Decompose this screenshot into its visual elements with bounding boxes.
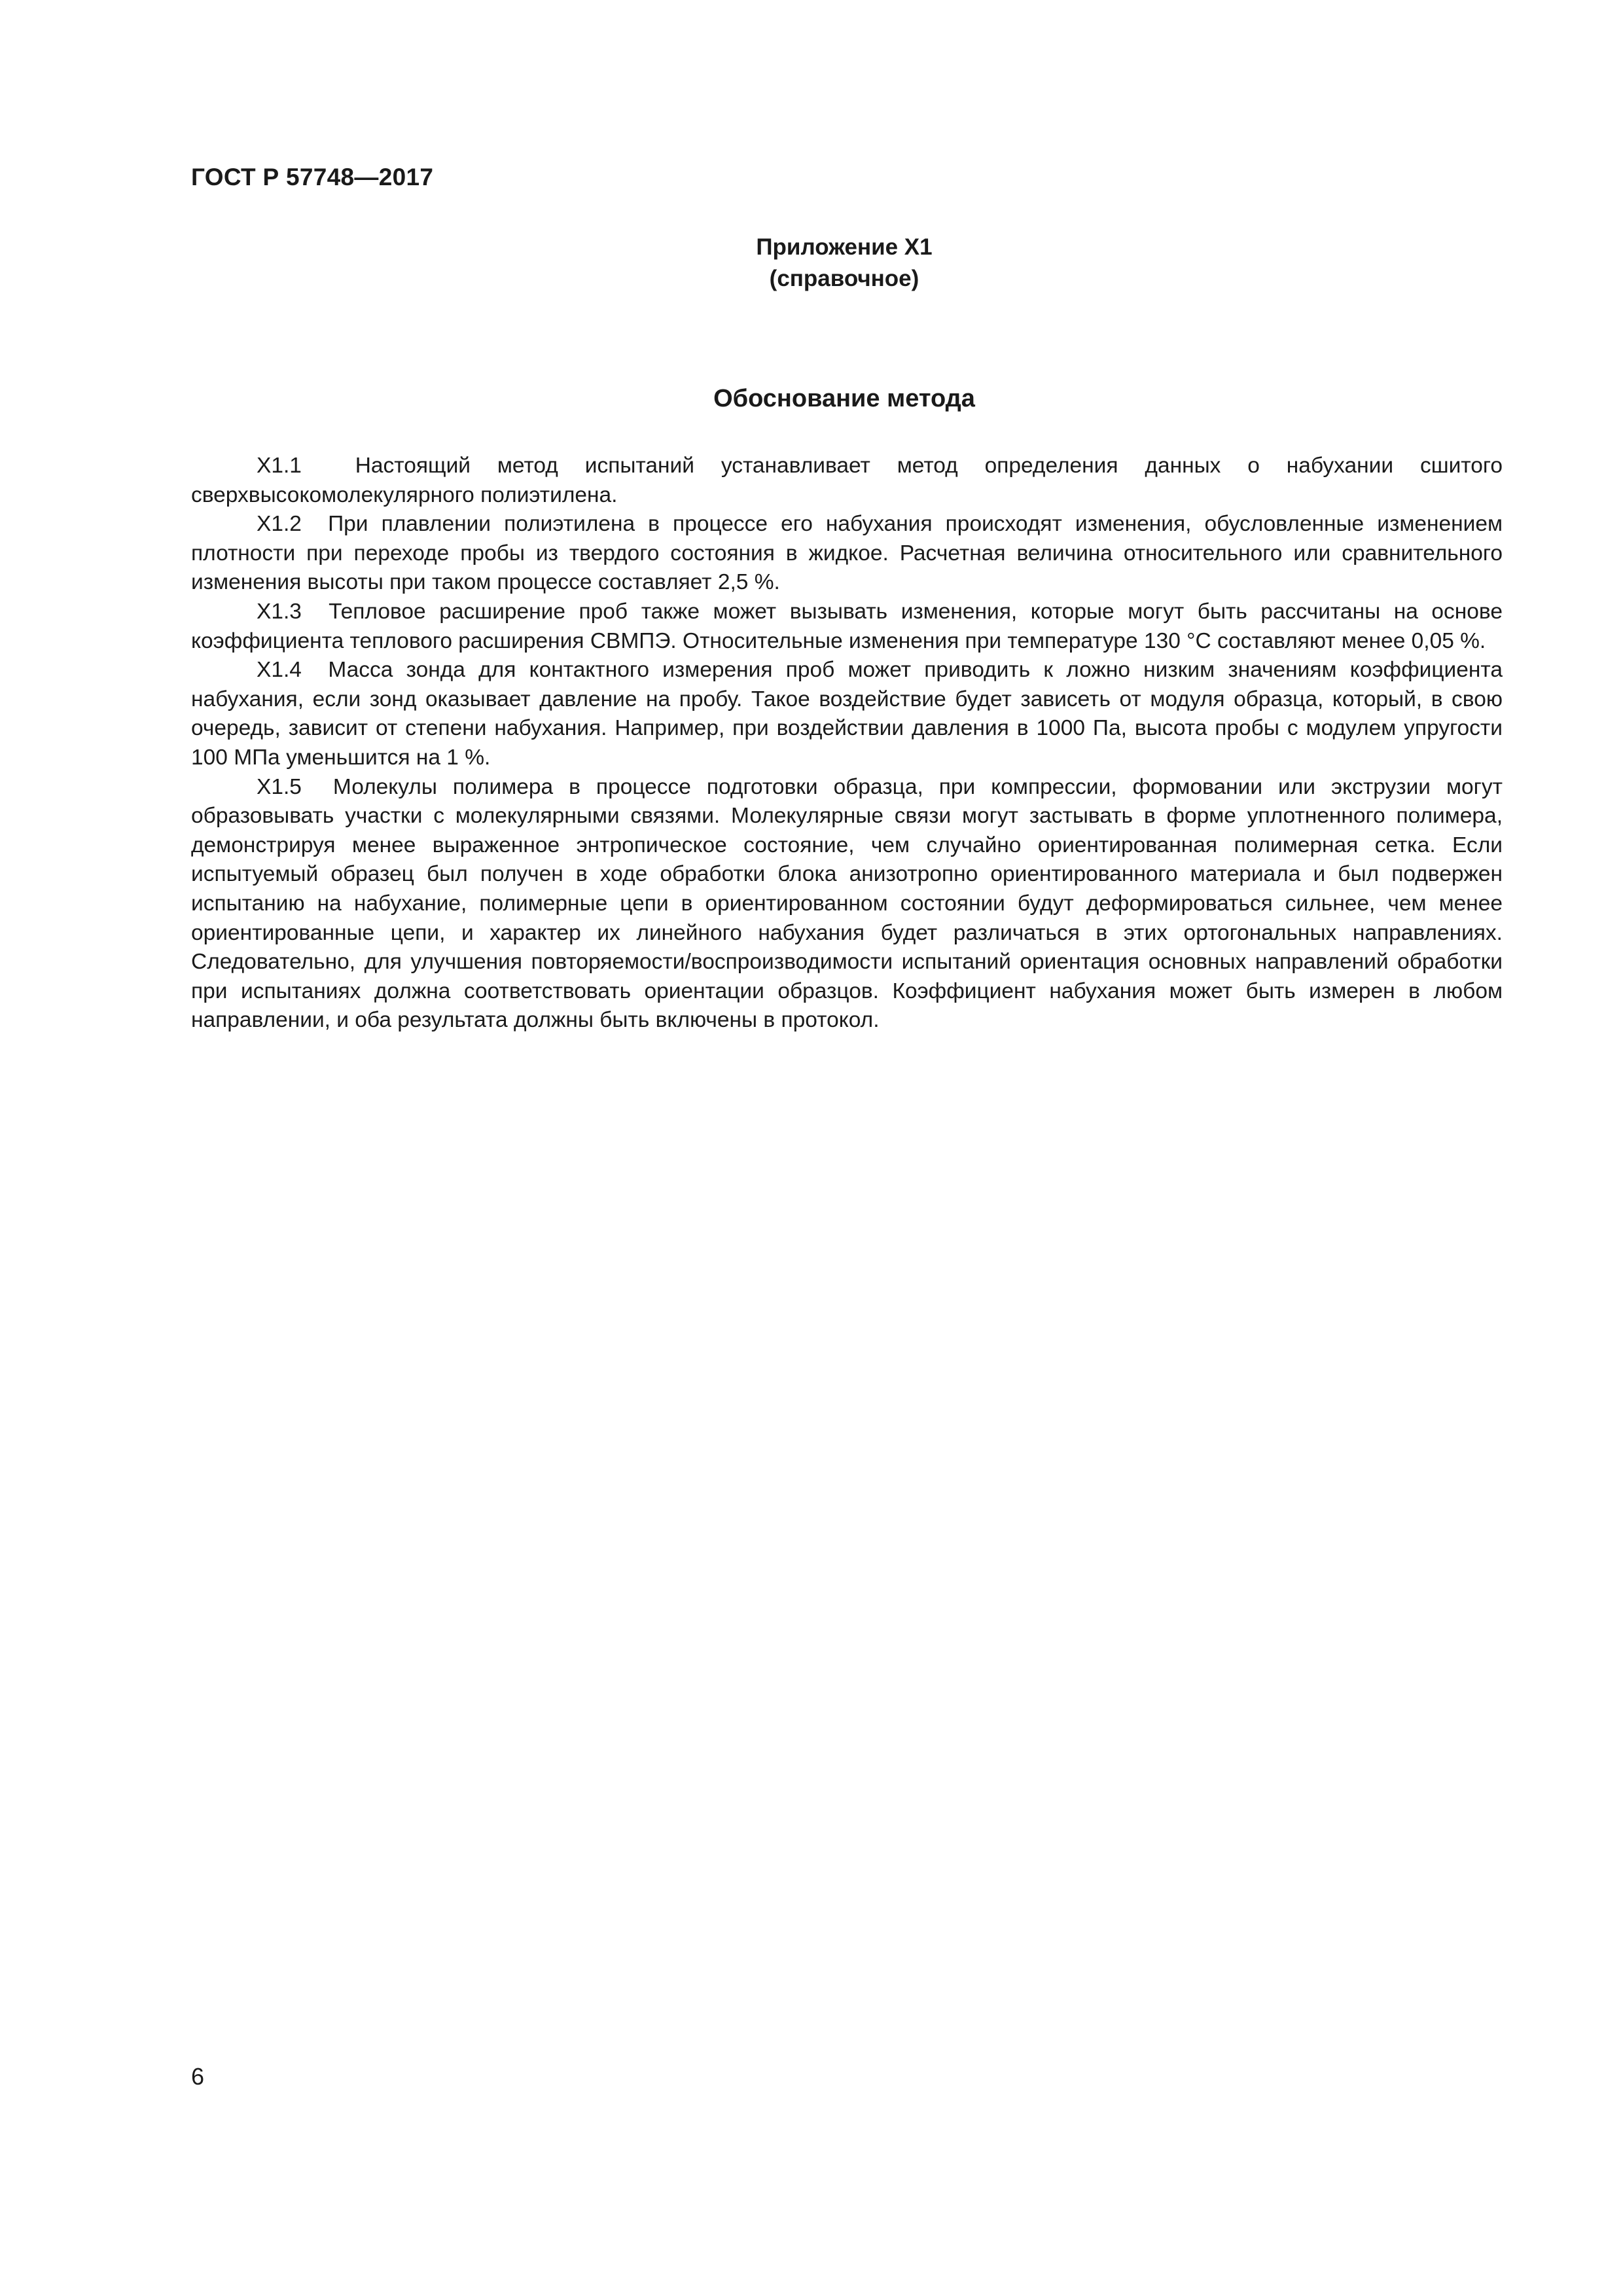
annex-heading: [0, 232, 1623, 295]
paragraph-x1-5: [191, 773, 1503, 1035]
annex-type: (справочное): [769, 266, 919, 291]
document-code: ГОСТ Р 57748—2017: [191, 164, 434, 190]
paragraph-x1-4: [191, 656, 1503, 772]
paragraph-text: Масса зонда для контактного измерения проб может приводить к ложно низким значениям коэффициента набухания, если зонд оказывает давление на пробу. Такое воздействие будет зависеть от модуля образца, который, в свою очередь, зависит от степени набухания. Например, при воздействии давления в 1000 Па, высота пробы с модулем упругости 100 МПа уменьшится на 1 %.: [191, 658, 1503, 770]
paragraph-text: Молекулы полимера в процессе подготовки образца, при компрессии, формовании или экструзии могут образовывать участки с молекулярными связями. Молекулярные связи могут застывать в форме уплотненного полимера, демонстрируя менее выраженное энтропическое состояние, чем случайно ориентированная полимерная сетка. Если испытуемый образец был получен в ходе обработки блока анизотропно ориентированного материала и был подвержен испытанию на набухание, полимерные цепи в ориентированном состоянии будут деформироваться сильнее, чем менее ориентированные цепи, и характер их линейного набухания будет различаться в этих ортогональных направлениях. Следовательно, для улучшения повторяемости/воспроизводимости испытаний ориентация основных направлений обработки при испытаниях должна соответствовать ориентации образцов. Коэффициент набухания может быть измерен в любом направлении, и оба результата должны быть включены в протокол.: [191, 774, 1503, 1033]
body-text: [191, 452, 1503, 1035]
paragraph-text: Настоящий метод испытаний устанавливает метод определения данных о набухании сшитого сверхвысокомолекулярного полиэтилена.: [191, 454, 1503, 507]
paragraph-x1-3: [191, 598, 1503, 656]
paragraph-text: При плавлении полиэтилена в процессе его набухания происходят изменения, обусловленные изменением плотности при переходе пробы из твердого состояния в жидкое. Расчетная величина относительного или сравнительного изменения высоты при таком процессе составляет 2,5 %.: [191, 512, 1503, 595]
paragraph-number: Х1.4: [257, 658, 302, 683]
paragraph-x1-1: [191, 452, 1503, 510]
paragraph-number: Х1.1: [257, 454, 302, 478]
paragraph-text: Тепловое расширение проб также может вызывать изменения, которые могут быть рассчитаны на основе коэффициента теплового расширения СВМПЭ. Относительные изменения при температуре 130 °С составляют менее 0,05 %.: [191, 599, 1503, 653]
paragraph-number: Х1.3: [257, 599, 302, 624]
section-title: Обоснование метода: [713, 385, 975, 412]
paragraph-x1-2: [191, 510, 1503, 598]
page-number: 6: [191, 2063, 205, 2090]
paragraph-number: Х1.5: [257, 774, 302, 799]
annex-title: Приложение Х1: [756, 234, 933, 260]
paragraph-number: Х1.2: [257, 512, 302, 537]
